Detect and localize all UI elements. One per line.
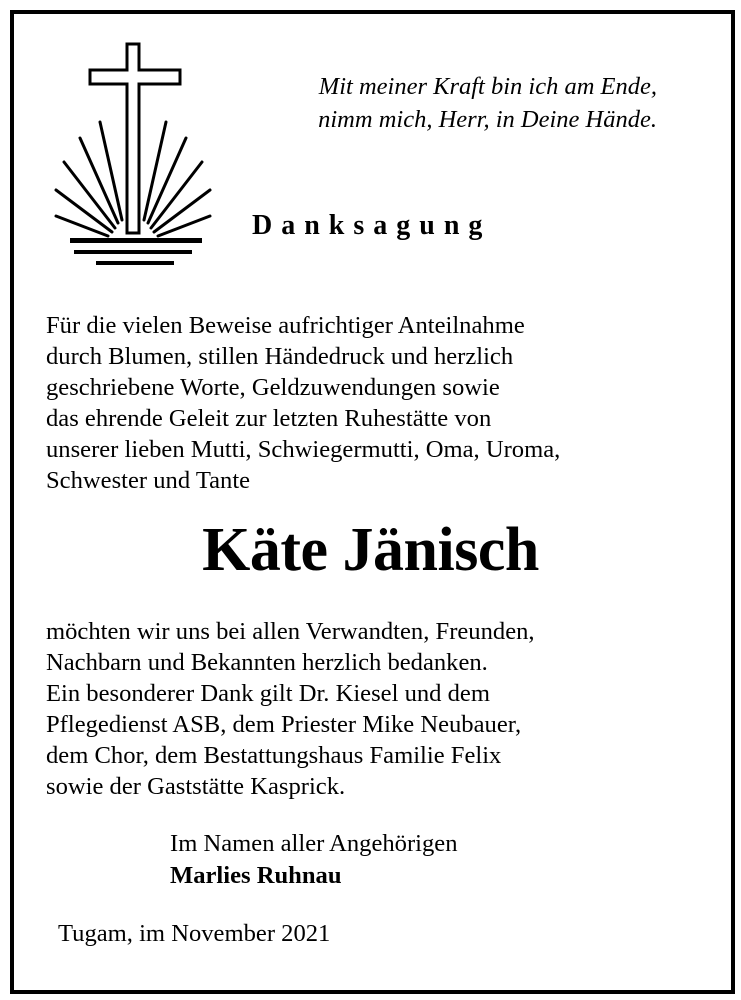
text-line: dem Chor, dem Bestattungshaus Familie Felix (46, 742, 502, 769)
text-line: Pflegedienst ASB, dem Priester Mike Neubauer, (46, 711, 522, 738)
place-date: Tugam, im November 2021 (58, 920, 331, 947)
thanks-paragraph-1 (46, 310, 560, 496)
verse-line-2: nimm mich, Herr, in Deine Hände. (318, 106, 657, 133)
text-line: das ehrende Geleit zur letzten Ruhestätte von (46, 405, 492, 432)
verse-line-1: Mit meiner Kraft bin ich am Ende, (318, 73, 657, 100)
text-line: unserer lieben Mutti, Schwiegermutti, Oma, Uroma, (46, 436, 561, 463)
signature-intro: Im Namen aller Angehörigen (170, 830, 458, 857)
deceased-name: Käte Jänisch (202, 516, 539, 584)
cross-with-sunrays-icon (52, 40, 212, 270)
text-line: möchten wir uns bei allen Verwandten, Freunden, (46, 618, 535, 645)
signature-name: Marlies Ruhnau (170, 862, 342, 889)
text-line: Für die vielen Beweise aufrichtiger Anteilnahme (46, 312, 525, 339)
text-line: Ein besonderer Dank gilt Dr. Kiesel und dem (46, 680, 490, 707)
text-line: durch Blumen, stillen Händedruck und herzlich (46, 343, 514, 370)
text-line: Nachbarn und Bekannten herzlich bedanken. (46, 649, 488, 676)
verse (318, 70, 657, 136)
text-line: Schwester und Tante (46, 467, 251, 494)
text-line: sowie der Gaststätte Kasprick. (46, 773, 346, 800)
text-line: geschriebene Worte, Geldzuwendungen sowie (46, 374, 500, 401)
signature-block (170, 828, 458, 892)
thanks-paragraph-2 (46, 616, 535, 802)
heading-danksagung: Danksagung (252, 210, 492, 241)
